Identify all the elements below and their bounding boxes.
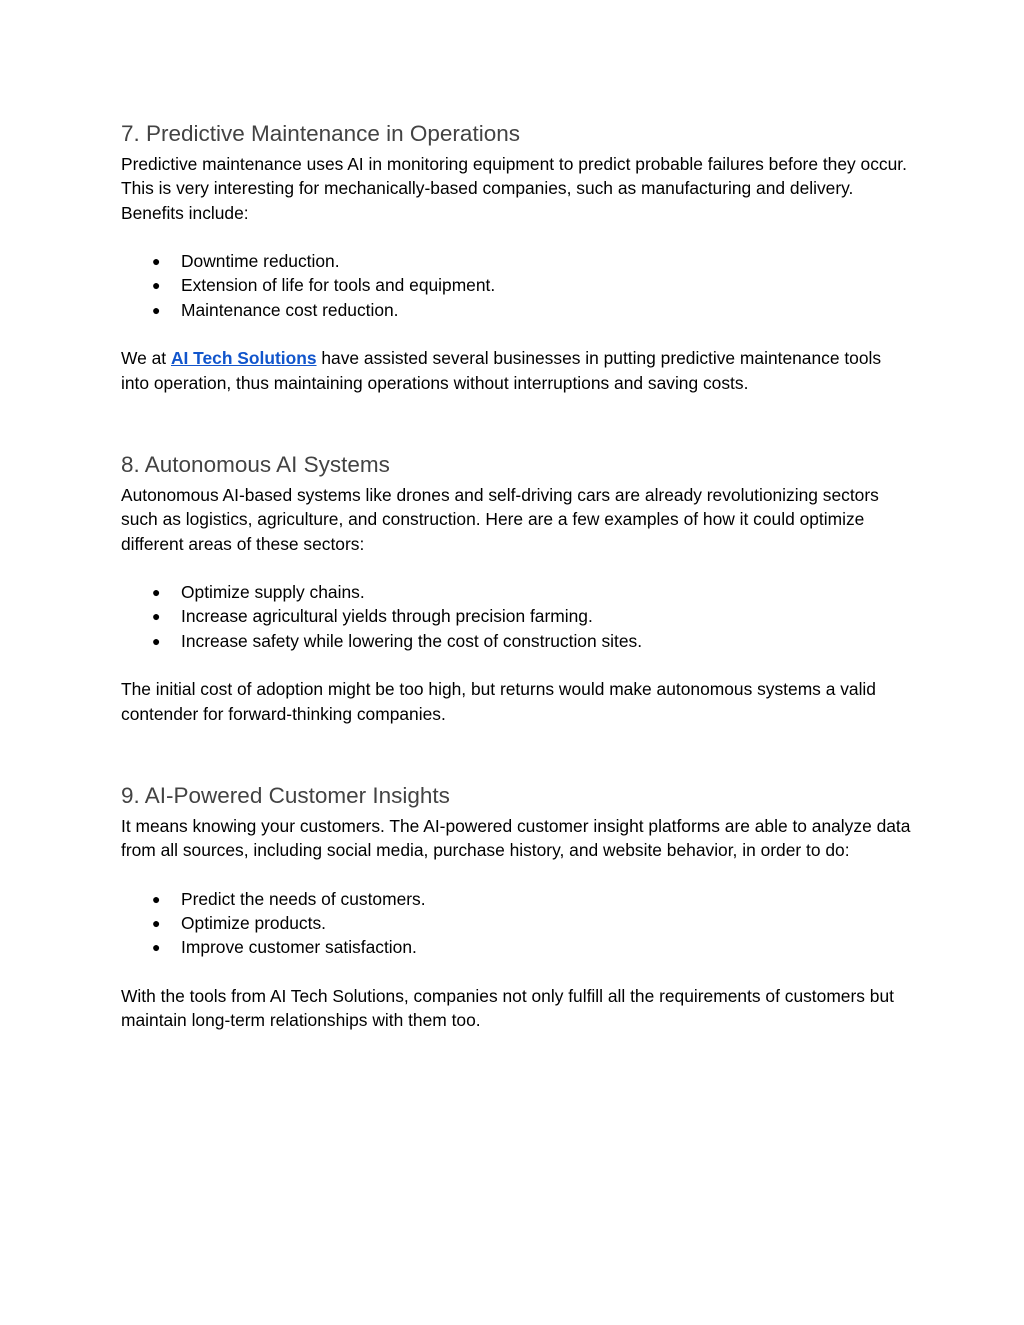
bullet-icon: ●: [152, 632, 161, 649]
section-intro: It means knowing your customers. The AI-powered customer insight platforms are able to analyze data from all sources, including social media, purchase history, and website behavior, in order to do:: [121, 815, 911, 861]
bullet-list: [121, 580, 911, 653]
list-item-text: Optimize products.: [181, 913, 326, 934]
list-item: [121, 273, 911, 297]
bullet-icon: ●: [152, 277, 161, 294]
bullet-icon: ●: [152, 915, 161, 932]
section-heading: 8. Autonomous AI Systems: [121, 451, 390, 477]
list-item-text: Extension of life for tools and equipment.: [181, 275, 496, 296]
list-item: [121, 580, 911, 604]
section-predictive-maintenance: [121, 118, 911, 395]
section-closing: The initial cost of adoption might be too high, but returns would make autonomous systems a valid contender for forward-thinking companies.: [121, 679, 876, 724]
list-item-text: Increase safety while lowering the cost of construction sites.: [181, 630, 643, 651]
list-item: [121, 629, 911, 653]
bullet-icon: ●: [152, 584, 161, 601]
section-intro: Predictive maintenance uses AI in monitoring equipment to predict probable failures before they occur. This is very interesting for mechanically-based companies, such as manufacturing and delivery. Benefits include:: [121, 154, 907, 223]
list-item: [121, 935, 911, 959]
section-autonomous-ai: [121, 449, 911, 726]
list-item-text: Improve customer satisfaction.: [181, 937, 417, 958]
list-item: [121, 298, 911, 322]
bullet-icon: ●: [152, 890, 161, 907]
bullet-list: [121, 249, 911, 322]
bullet-icon: ●: [152, 608, 161, 625]
list-item: [121, 911, 911, 935]
list-item: [121, 604, 911, 628]
list-item: [121, 249, 911, 273]
list-item-text: Predict the needs of customers.: [181, 888, 426, 909]
list-item: [121, 887, 911, 911]
bullet-icon: ●: [152, 301, 161, 318]
list-item-text: Downtime reduction.: [181, 251, 340, 272]
closing-text-start: We at: [121, 348, 171, 369]
document-page: [121, 118, 911, 1033]
list-item-text: Optimize supply chains.: [181, 582, 365, 603]
section-closing: With the tools from AI Tech Solutions, companies not only fulfill all the requirements of customers but maintain long-term relationships with them too.: [121, 986, 894, 1031]
closing-text-end: have assisted several businesses in putting predictive maintenance tools into operation, thus maintaining operations without interruptions and saving costs.: [121, 348, 882, 393]
list-item-text: Increase agricultural yields through precision farming.: [181, 606, 593, 627]
section-closing: [121, 346, 911, 395]
bullet-icon: ●: [152, 939, 161, 956]
bullet-icon: ●: [152, 253, 161, 270]
section-heading: 9. AI-Powered Customer Insights: [121, 782, 450, 808]
section-customer-insights: [121, 780, 911, 1033]
bullet-list: [121, 887, 911, 960]
list-item-text: Maintenance cost reduction.: [181, 299, 399, 320]
section-intro: Autonomous AI-based systems like drones and self-driving cars are already revolutionizing sectors such as logistics, agriculture, and construction. Here are a few examples of how it could optimize different areas of these sectors:: [121, 484, 879, 554]
section-heading: 7. Predictive Maintenance in Operations: [121, 121, 520, 146]
ai-tech-solutions-link[interactable]: AI Tech Solutions: [170, 348, 317, 369]
